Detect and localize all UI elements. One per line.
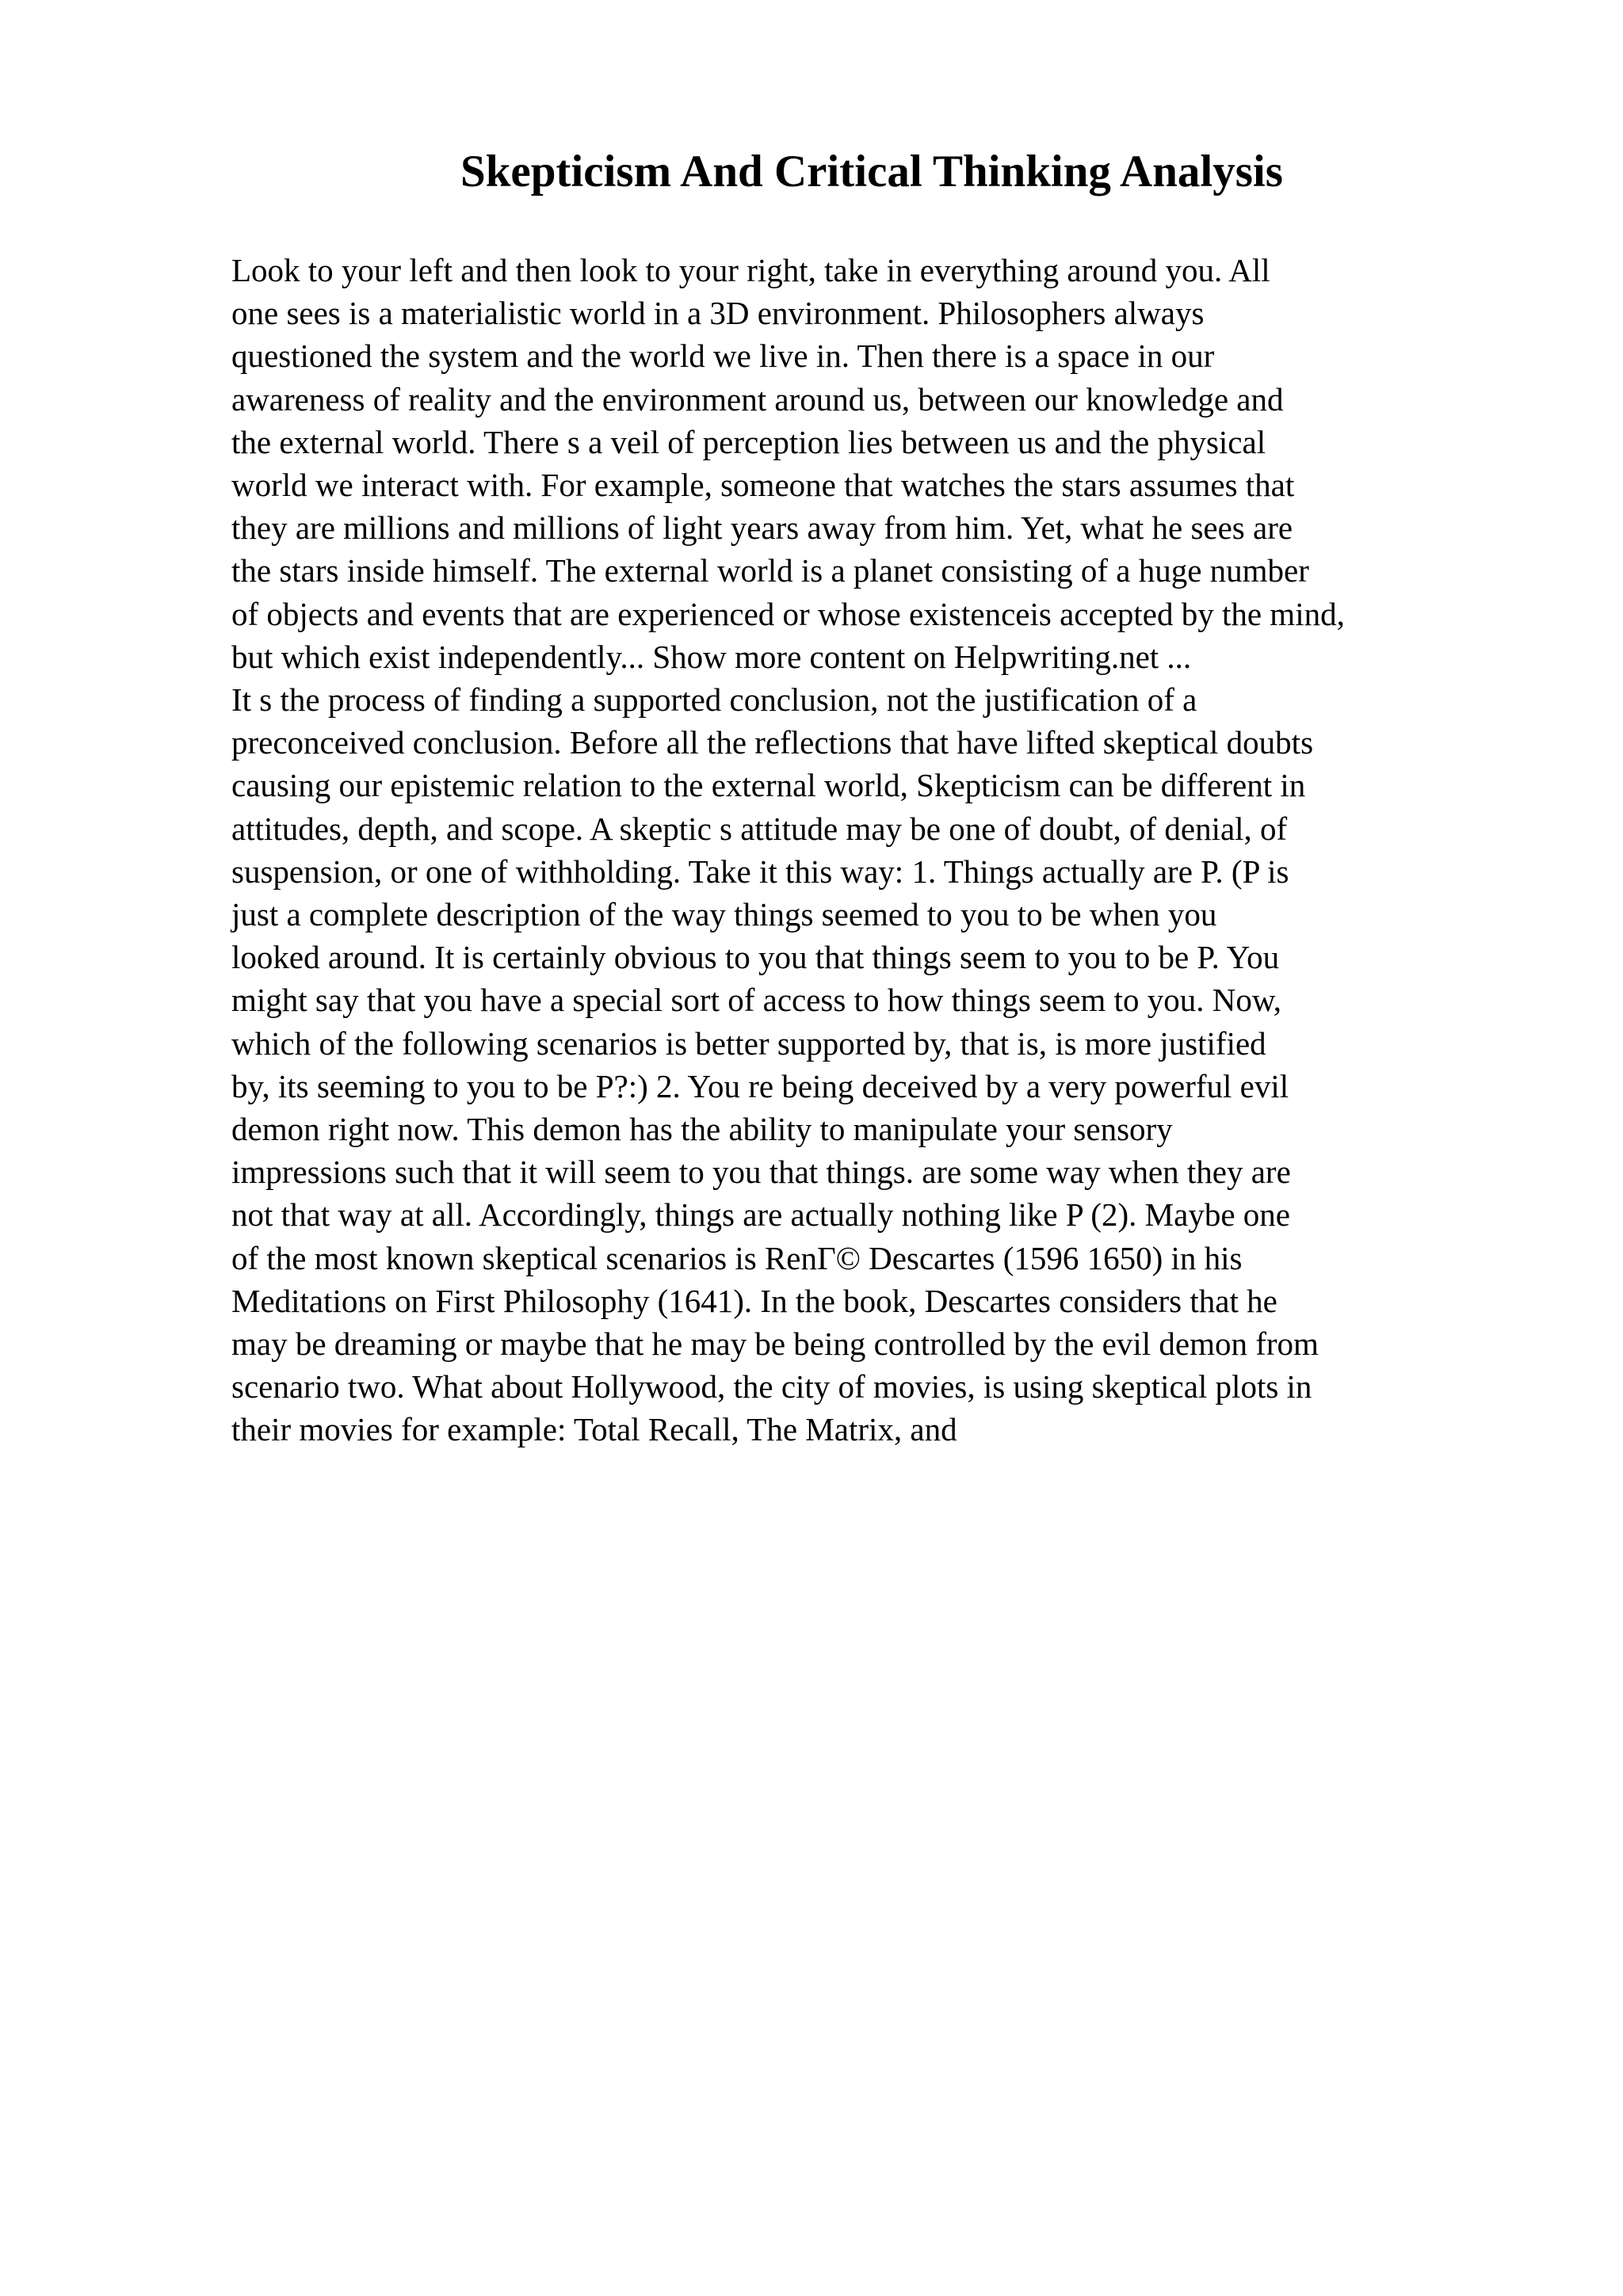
body-line: one sees is a materialistic world in a 3D environment. Philosophers always — [231, 295, 1205, 332]
body-line: may be dreaming or maybe that he may be being controlled by the evil demon from — [231, 1325, 1319, 1363]
body-line: just a complete description of the way things seemed to you to be when you — [231, 896, 1217, 933]
body-line: impressions such that it will seem to you that things. are some way when they are — [231, 1154, 1291, 1191]
body-line: awareness of reality and the environment around us, between our knowledge and — [231, 380, 1284, 418]
body-line: demon right now. This demon has the ability to manipulate your sensory — [231, 1111, 1173, 1148]
body-line: suspension, or one of withholding. Take it this way: 1. Things actually are P. (P is — [231, 852, 1289, 890]
body-line: but which exist independently... Show more content on Helpwriting.net ... — [231, 638, 1192, 675]
body-line: questioned the system and the world we live in. Then there is a space in our — [231, 338, 1215, 375]
document-body — [231, 249, 1594, 1451]
body-line: Meditations on First Philosophy (1641). In the book, Descartes considers that he — [231, 1282, 1277, 1319]
body-line: Look to your left and then look to your right, take in everything around you. All — [231, 252, 1270, 288]
body-line: of the most known skeptical scenarios is RenΓ© Descartes (1596 1650) in his — [231, 1239, 1243, 1276]
body-line: attitudes, depth, and scope. A skeptic s attitude may be one of doubt, of denial, of — [231, 810, 1288, 847]
body-line: might say that you have a special sort of access to how things seem to you. Now, — [231, 982, 1282, 1019]
body-line: which of the following scenarios is better supported by, that is, is more justified — [231, 1024, 1266, 1062]
body-line: world we interact with. For example, someone that watches the stars assumes that — [231, 467, 1295, 504]
body-line: preconceived conclusion. Before all the reflections that have lifted skeptical doubts — [231, 724, 1314, 761]
body-line: not that way at all. Accordingly, things are actually nothing like P (2). Maybe one — [231, 1196, 1290, 1234]
body-line: looked around. It is certainly obvious to you that things seem to you to be P. You — [231, 939, 1280, 976]
body-line: the external world. There s a veil of perception lies between us and the physical — [231, 423, 1266, 460]
body-line: scenario two. What about Hollywood, the city of movies, is using skeptical plots in — [231, 1368, 1312, 1405]
body-line: by, its seeming to you to be P?:) 2. You re being deceived by a very powerful evil — [231, 1067, 1289, 1104]
body-line: they are millions and millions of light years away from him. Yet, what he sees are — [231, 509, 1293, 547]
body-line: the stars inside himself. The external world is a planet consisting of a huge number — [231, 552, 1309, 589]
document-title: Skepticism And Critical Thinking Analysis — [460, 147, 1283, 196]
body-line: of objects and events that are experienced or whose existenceis accepted by the mind, — [231, 595, 1345, 632]
body-line: It s the process of finding a supported conclusion, not the justification of a — [231, 681, 1197, 719]
body-line: causing our epistemic relation to the external world, Skepticism can be different in — [231, 767, 1306, 804]
body-line: their movies for example: Total Recall, The Matrix, and — [231, 1411, 957, 1448]
